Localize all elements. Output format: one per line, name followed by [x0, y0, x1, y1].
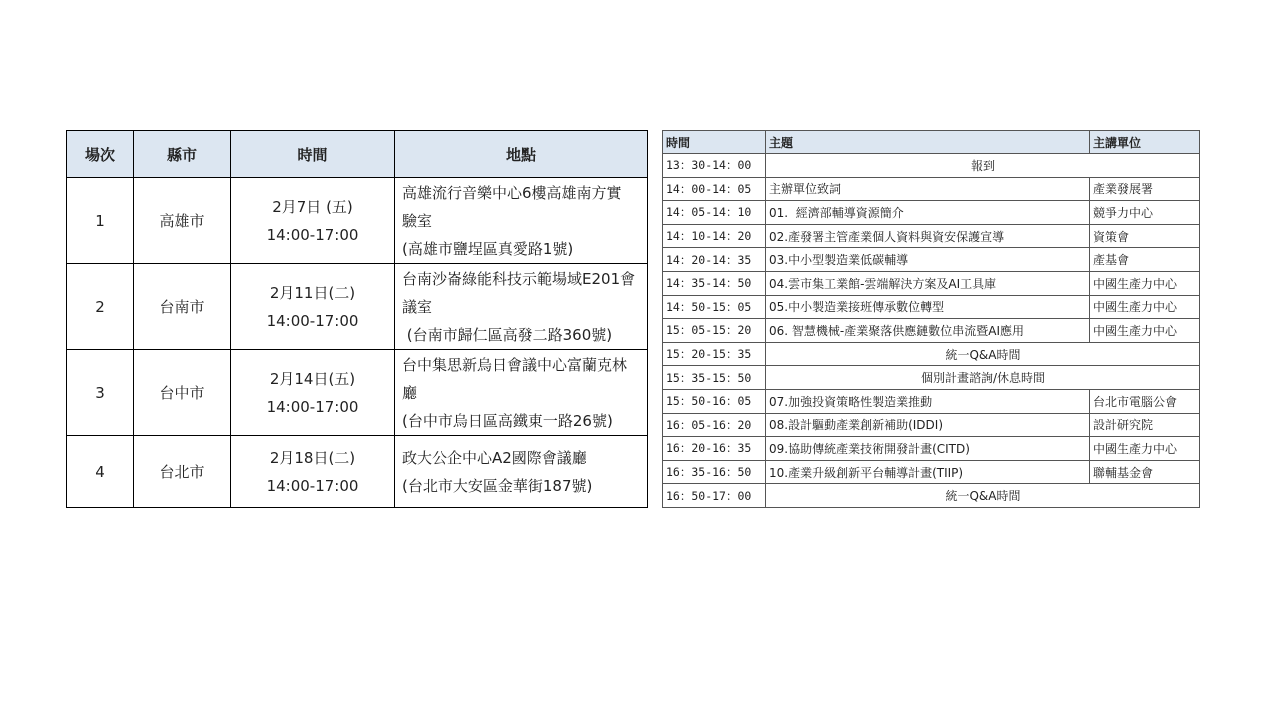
agenda-row: [663, 460, 1200, 484]
agenda-speaker: 設計研究院: [1090, 413, 1200, 437]
agenda-time: 14：00-14：05: [663, 177, 766, 201]
agenda-time: 13：30-14：00: [663, 154, 766, 178]
agenda-speaker: 產基會: [1090, 248, 1200, 272]
header-session: 場次: [67, 131, 134, 178]
city: 台中市: [134, 350, 231, 436]
header-location: 地點: [395, 131, 648, 178]
agenda-topic: 統一Q&A時間: [766, 484, 1200, 508]
agenda-row: [663, 295, 1200, 319]
agenda-row: [663, 389, 1200, 413]
header-time: 時間: [231, 131, 395, 178]
agenda-time: 14：05-14：10: [663, 201, 766, 225]
agenda-topic: 個別計畫諮詢/休息時間: [766, 366, 1200, 390]
agenda-speaker: 資策會: [1090, 224, 1200, 248]
agenda-speaker: 產業發展署: [1090, 177, 1200, 201]
agenda-time: 14：10-14：20: [663, 224, 766, 248]
agenda-topic: 05.中小製造業接班傳承數位轉型: [766, 295, 1090, 319]
agenda-topic: 主辦單位致詞: [766, 177, 1090, 201]
agenda-time: 16：05-16：20: [663, 413, 766, 437]
agenda-topic: 03.中小型製造業低碳輔導: [766, 248, 1090, 272]
session-number: 2: [67, 264, 134, 350]
header-row: [67, 131, 648, 178]
venue-line1: 台南沙崙綠能科技示範場域E201會: [402, 269, 636, 288]
agenda-table: [662, 130, 1200, 508]
agenda-time: 16：50-17：00: [663, 484, 766, 508]
agenda-row: [663, 154, 1200, 178]
agenda-header-speaker: 主講單位: [1090, 131, 1200, 154]
session-number: 1: [67, 178, 134, 264]
agenda-row: [663, 484, 1200, 508]
agenda-time: 15：35-15：50: [663, 366, 766, 390]
address: (台北市大安區金華街187號): [402, 476, 593, 495]
venue-line2: 驗室: [402, 211, 433, 230]
agenda-time: 15：05-15：20: [663, 319, 766, 343]
address: (台南市歸仁區高發二路360號): [402, 325, 613, 344]
date: 2月14日(五): [269, 369, 356, 388]
session-schedule-table: [66, 130, 648, 508]
table-row: [67, 436, 648, 508]
venue-line2: 廳: [402, 383, 418, 402]
agenda-header-time: 時間: [663, 131, 766, 154]
agenda-speaker: 中國生產力中心: [1090, 437, 1200, 461]
agenda-time: 14：20-14：35: [663, 248, 766, 272]
agenda-time: 16：20-16：35: [663, 437, 766, 461]
agenda-topic: 統一Q&A時間: [766, 342, 1200, 366]
header-city: 縣市: [134, 131, 231, 178]
table-row: [67, 178, 648, 264]
table-row: [67, 350, 648, 436]
agenda-speaker: 中國生產力中心: [1090, 295, 1200, 319]
table-row: [67, 264, 648, 350]
date: 2月7日 (五): [272, 197, 353, 216]
session-number: 4: [67, 436, 134, 508]
session-time: [231, 264, 395, 350]
address: (高雄市鹽埕區真愛路1號): [402, 239, 574, 258]
agenda-header-row: [663, 131, 1200, 154]
agenda-row: [663, 413, 1200, 437]
city: 台北市: [134, 436, 231, 508]
agenda-topic: 10.產業升級創新平台輔導計畫(TIIP): [766, 460, 1090, 484]
agenda-speaker: 中國生產力中心: [1090, 271, 1200, 295]
location: [395, 350, 648, 436]
city: 台南市: [134, 264, 231, 350]
agenda-row: [663, 342, 1200, 366]
agenda-topic: 09.協助傳統產業技術開發計畫(CITD): [766, 437, 1090, 461]
hours: 14:00-17:00: [266, 476, 359, 495]
agenda-speaker: 聯輔基金會: [1090, 460, 1200, 484]
agenda-speaker: 中國生產力中心: [1090, 319, 1200, 343]
agenda-topic: 04.雲市集工業館-雲端解決方案及AI工具庫: [766, 271, 1090, 295]
agenda-topic: 07.加強投資策略性製造業推動: [766, 389, 1090, 413]
agenda-row: [663, 248, 1200, 272]
city: 高雄市: [134, 178, 231, 264]
hours: 14:00-17:00: [266, 397, 359, 416]
agenda-time: 14：35-14：50: [663, 271, 766, 295]
agenda-time: 16：35-16：50: [663, 460, 766, 484]
agenda-row: [663, 366, 1200, 390]
hours: 14:00-17:00: [266, 225, 359, 244]
venue-line1: 高雄流行音樂中心6樓高雄南方實: [402, 183, 622, 202]
date: 2月11日(二): [269, 283, 356, 302]
session-time: [231, 178, 395, 264]
agenda-time: 15：20-15：35: [663, 342, 766, 366]
agenda-header-topic: 主題: [766, 131, 1090, 154]
agenda-speaker: 競爭力中心: [1090, 201, 1200, 225]
cropped-heading-fragment: [671, 118, 731, 124]
agenda-time: 15：50-16：05: [663, 389, 766, 413]
agenda-row: [663, 437, 1200, 461]
agenda-row: [663, 319, 1200, 343]
agenda-row: [663, 224, 1200, 248]
session-time: [231, 350, 395, 436]
agenda-row: [663, 177, 1200, 201]
venue-line1: 台中集思新烏日會議中心富蘭克林: [402, 355, 628, 374]
venue-line1: 政大公企中心A2國際會議廳: [402, 448, 587, 467]
location: [395, 178, 648, 264]
agenda-topic: 08.設計驅動產業創新補助(IDDI): [766, 413, 1090, 437]
agenda-topic: 02.產發署主管產業個人資料與資安保護宣導: [766, 224, 1090, 248]
session-number: 3: [67, 350, 134, 436]
agenda-topic: 06. 智慧機械-產業聚落供應鏈數位串流暨AI應用: [766, 319, 1090, 343]
address: (台中市烏日區高鐵東一路26號): [402, 411, 613, 430]
venue-line2: 議室: [402, 297, 433, 316]
agenda-topic: 報到: [766, 154, 1200, 178]
location: [395, 264, 648, 350]
agenda-topic: 01. 經濟部輔導資源簡介: [766, 201, 1090, 225]
agenda-time: 14：50-15：05: [663, 295, 766, 319]
agenda-row: [663, 201, 1200, 225]
date: 2月18日(二): [269, 448, 356, 467]
session-time: [231, 436, 395, 508]
agenda-row: [663, 271, 1200, 295]
agenda-speaker: 台北市電腦公會: [1090, 389, 1200, 413]
location: [395, 436, 648, 508]
hours: 14:00-17:00: [266, 311, 359, 330]
